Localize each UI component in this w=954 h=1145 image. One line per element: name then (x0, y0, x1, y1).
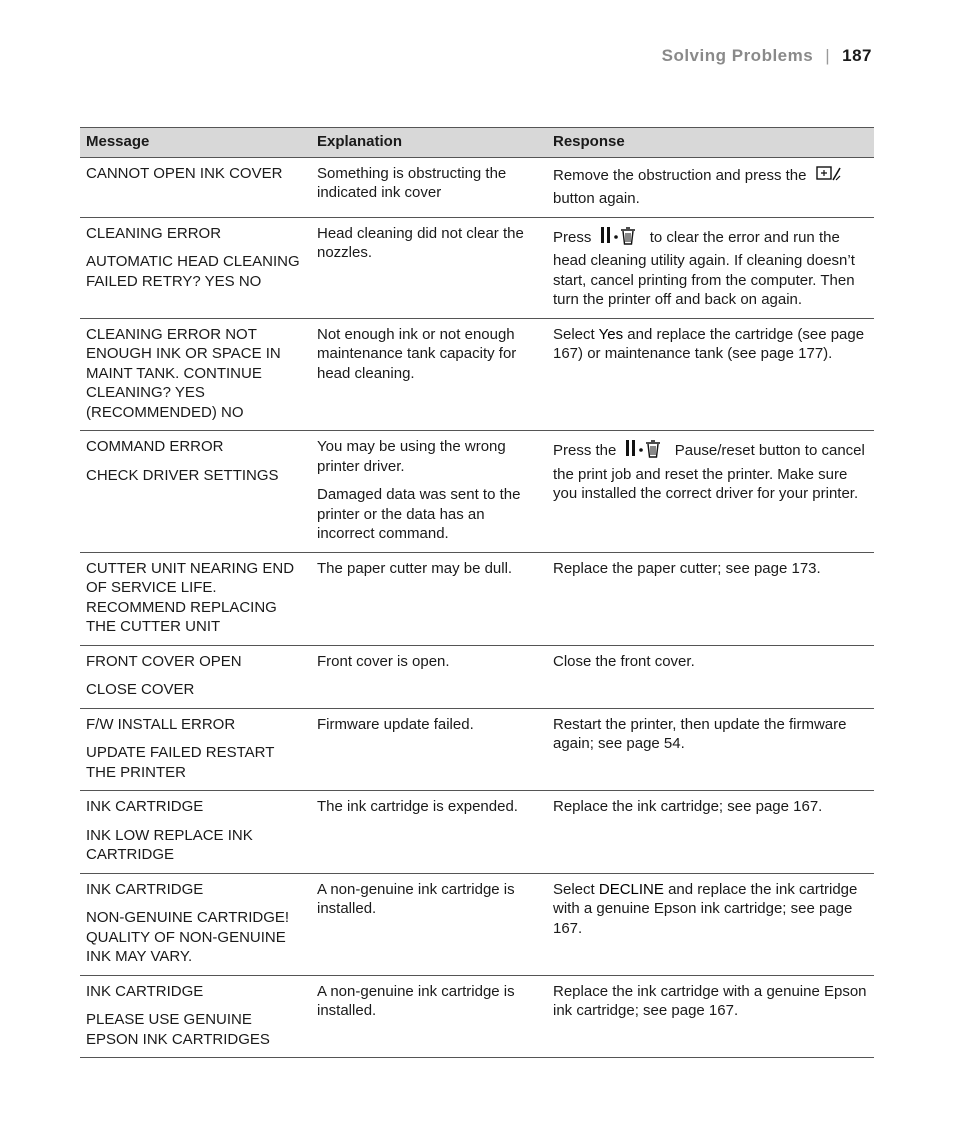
explanation-text: Not enough ink or not enough maintenance tank capacity for head cleaning. (317, 325, 517, 382)
message-cell (80, 791, 311, 874)
column-header-explanation: Explanation (311, 128, 547, 158)
ink-cover-button-icon (814, 164, 844, 190)
response-text: and replace the cartridge (see page 167) or maintenance tank (see page 177). (553, 325, 865, 362)
response-text: to clear the error and run the head cleaning utility again. If cleaning doesn’t start, cancel printing from the computer. Then turn the printer off and back on again. (553, 228, 855, 308)
response-cell (547, 708, 874, 791)
explanation-text: Damaged data was sent to the printer or the data has an incorrect command. (317, 486, 521, 542)
response-text: button again. (553, 190, 640, 207)
pause-reset-icon (599, 224, 643, 252)
message-cell (80, 552, 311, 645)
message-text: CANNOT OPEN INK COVER (86, 164, 283, 182)
explanation-text: The ink cartridge is expended. (317, 798, 518, 815)
explanation-text: Head cleaning did not clear the nozzles. (317, 224, 524, 261)
explanation-cell (311, 431, 547, 553)
response-cell (547, 552, 874, 645)
message-text: CLEANING ERROR (86, 224, 222, 242)
explanation-cell (311, 873, 547, 975)
table-row (80, 645, 874, 708)
message-text: FRONT COVER OPEN (86, 652, 242, 670)
message-cell (80, 318, 311, 431)
message-cell (80, 431, 311, 553)
explanation-text: A non-genuine ink cartridge is installed. (317, 880, 515, 917)
response-text: Replace the paper cutter; see page 173. (553, 559, 821, 577)
response-cell (547, 157, 874, 217)
message-text: NON-GENUINE CARTRIDGE! QUALITY OF NON-GENUINE INK MAY VARY. (86, 909, 290, 965)
message-text: PLEASE USE GENUINE EPSON INK CARTRIDGES (86, 1011, 270, 1048)
response-option: DECLINE (598, 880, 664, 898)
response-cell (547, 217, 874, 318)
explanation-cell (311, 552, 547, 645)
message-text: CLOSE COVER (86, 681, 195, 698)
table-row (80, 318, 874, 431)
response-text: Restart the printer, then update the firmware again; see page 54. (553, 715, 847, 752)
message-text: INK CARTRIDGE (86, 880, 204, 898)
pause-reset-icon (624, 437, 668, 465)
explanation-text: A non-genuine ink cartridge is installed. (317, 982, 515, 1019)
message-cell (80, 975, 311, 1058)
response-cell (547, 873, 874, 975)
response-option: Yes (598, 325, 624, 343)
response-text: and replace the ink cartridge with a genuine Epson ink cartridge; see page 167. (553, 880, 858, 937)
response-cell (547, 791, 874, 874)
section-title: Solving Problems (661, 46, 814, 65)
explanation-cell (311, 157, 547, 217)
column-header-message: Message (80, 128, 311, 158)
response-text: Press the (553, 442, 617, 459)
explanation-text: The paper cutter may be dull. (317, 559, 513, 577)
error-message-table (80, 127, 874, 1058)
explanation-cell (311, 645, 547, 708)
explanation-text: Front cover is open. (317, 652, 450, 670)
explanation-cell (311, 791, 547, 874)
response-text: Remove the obstruction and press the (553, 166, 807, 184)
explanation-cell (311, 975, 547, 1058)
response-text: Replace the ink cartridge; see page 167. (553, 798, 823, 815)
response-text: Close the front cover. (553, 652, 695, 670)
message-text: INK LOW REPLACE INK CARTRIDGE (86, 826, 253, 863)
table-row (80, 552, 874, 645)
message-cell (80, 157, 311, 217)
message-text: CHECK DRIVER SETTINGS (86, 466, 279, 484)
message-cell (80, 708, 311, 791)
message-text: F/W INSTALL ERROR (86, 715, 236, 733)
table-row (80, 157, 874, 217)
table-row (80, 431, 874, 553)
response-cell (547, 975, 874, 1058)
response-text: Replace the ink cartridge with a genuine Epson ink cartridge; see page 167. (553, 982, 867, 1019)
response-text: Select (553, 880, 595, 898)
response-text: Pause/reset button to cancel the print job and reset the printer. Make sure you installed the correct driver for your printer. (553, 442, 865, 502)
response-text: Press (553, 228, 592, 246)
table-row (80, 975, 874, 1058)
message-cell (80, 217, 311, 318)
message-text: COMMAND ERROR (86, 438, 224, 455)
explanation-cell (311, 708, 547, 791)
message-text: AUTOMATIC HEAD CLEANING FAILED RETRY? YES NO (86, 253, 300, 290)
table-row (80, 708, 874, 791)
message-text: CLEANING ERROR NOT ENOUGH INK OR SPACE IN MAINT TANK. CONTINUE CLEANING? YES (RECOMMENDED) NO (86, 325, 281, 421)
table-row (80, 791, 874, 874)
message-text: CUTTER UNIT NEARING END OF SERVICE LIFE. RECOMMEND REPLACING THE CUTTER UNIT (86, 559, 295, 635)
explanation-text: Firmware update failed. (317, 715, 474, 733)
column-header-response: Response (547, 128, 874, 158)
message-text: UPDATE FAILED RESTART THE PRINTER (86, 744, 275, 781)
message-cell (80, 873, 311, 975)
explanation-text: You may be using the wrong printer driver. (317, 438, 506, 475)
table-body (80, 157, 874, 1058)
table-row (80, 873, 874, 975)
explanation-text: Something is obstructing the indicated ink cover (317, 164, 507, 201)
explanation-cell (311, 217, 547, 318)
response-cell (547, 318, 874, 431)
page-number: 187 (842, 46, 872, 65)
response-cell (547, 645, 874, 708)
explanation-cell (311, 318, 547, 431)
header-separator: | (825, 46, 831, 65)
message-cell (80, 645, 311, 708)
response-text: Select (553, 325, 595, 343)
response-cell (547, 431, 874, 553)
message-text: INK CARTRIDGE (86, 798, 204, 815)
message-text: INK CARTRIDGE (86, 982, 204, 1000)
table-header-row (80, 128, 874, 158)
page-header (662, 46, 872, 66)
table-row (80, 217, 874, 318)
